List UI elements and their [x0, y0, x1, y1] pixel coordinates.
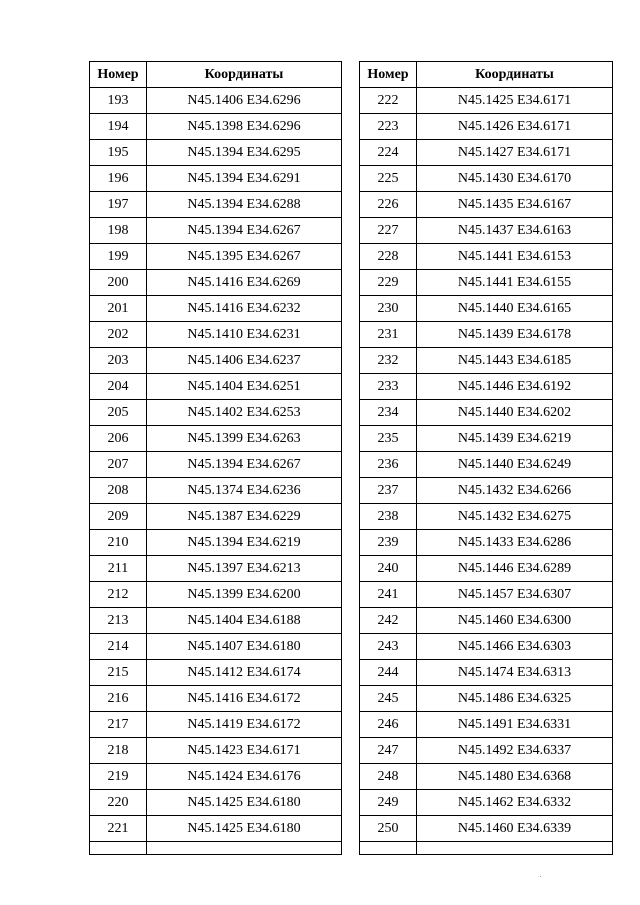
point-coordinates: N45.1491 E34.6331	[417, 712, 613, 738]
table-row	[90, 426, 342, 452]
point-coordinates: N45.1446 E34.6289	[417, 556, 613, 582]
point-coordinates: N45.1440 E34.6165	[417, 296, 613, 322]
header-coordinates: Координаты	[147, 62, 342, 88]
point-coordinates: N45.1426 E34.6171	[417, 114, 613, 140]
point-number: 221	[90, 816, 147, 842]
point-number: 250	[360, 816, 417, 842]
table-row	[90, 192, 342, 218]
point-coordinates: N45.1406 E34.6296	[147, 88, 342, 114]
point-number: 246	[360, 712, 417, 738]
point-coordinates: N45.1394 E34.6267	[147, 218, 342, 244]
table-row	[90, 556, 342, 582]
point-coordinates: N45.1446 E34.6192	[417, 374, 613, 400]
point-number: 214	[90, 634, 147, 660]
table-row	[360, 764, 613, 790]
point-number: 220	[90, 790, 147, 816]
point-coordinates: N45.1399 E34.6263	[147, 426, 342, 452]
point-coordinates: N45.1397 E34.6213	[147, 556, 342, 582]
point-number: 247	[360, 738, 417, 764]
point-coordinates: N45.1432 E34.6275	[417, 504, 613, 530]
coordinates-table-left	[89, 61, 342, 855]
point-coordinates: N45.1440 E34.6202	[417, 400, 613, 426]
table-row	[360, 504, 613, 530]
point-number: 205	[90, 400, 147, 426]
point-coordinates: N45.1416 E34.6269	[147, 270, 342, 296]
table-row	[90, 140, 342, 166]
table-row	[90, 374, 342, 400]
table-row	[90, 322, 342, 348]
point-number: 211	[90, 556, 147, 582]
point-number: 212	[90, 582, 147, 608]
point-number: 218	[90, 738, 147, 764]
point-coordinates: N45.1402 E34.6253	[147, 400, 342, 426]
point-coordinates: N45.1462 E34.6332	[417, 790, 613, 816]
point-number: 198	[90, 218, 147, 244]
table-row	[360, 426, 613, 452]
point-number: 193	[90, 88, 147, 114]
point-number: 243	[360, 634, 417, 660]
table-row	[360, 712, 613, 738]
empty-cell	[90, 842, 147, 855]
table-row	[360, 322, 613, 348]
table-row	[90, 166, 342, 192]
point-coordinates: N45.1416 E34.6172	[147, 686, 342, 712]
table-row	[90, 348, 342, 374]
table-row	[90, 816, 342, 842]
point-number: 239	[360, 530, 417, 556]
table-row	[360, 790, 613, 816]
point-number: 215	[90, 660, 147, 686]
point-number: 237	[360, 478, 417, 504]
table-row	[90, 478, 342, 504]
table-row	[360, 660, 613, 686]
point-number: 197	[90, 192, 147, 218]
table-row	[90, 296, 342, 322]
point-number: 202	[90, 322, 147, 348]
empty-cell	[417, 842, 613, 855]
table-row	[90, 244, 342, 270]
point-number: 228	[360, 244, 417, 270]
table-row	[360, 114, 613, 140]
table-row	[90, 582, 342, 608]
point-coordinates: N45.1406 E34.6237	[147, 348, 342, 374]
point-coordinates: N45.1457 E34.6307	[417, 582, 613, 608]
empty-cell	[147, 842, 342, 855]
table-row	[90, 634, 342, 660]
table-row	[360, 478, 613, 504]
point-number: 207	[90, 452, 147, 478]
point-coordinates: N45.1394 E34.6267	[147, 452, 342, 478]
point-coordinates: N45.1443 E34.6185	[417, 348, 613, 374]
table-row	[360, 140, 613, 166]
point-number: 203	[90, 348, 147, 374]
point-coordinates: N45.1394 E34.6219	[147, 530, 342, 556]
point-number: 249	[360, 790, 417, 816]
point-coordinates: N45.1474 E34.6313	[417, 660, 613, 686]
point-number: 226	[360, 192, 417, 218]
table-row	[90, 88, 342, 114]
point-number: 244	[360, 660, 417, 686]
point-coordinates: N45.1399 E34.6200	[147, 582, 342, 608]
table-row	[360, 738, 613, 764]
header-number: Номер	[90, 62, 147, 88]
table-row	[360, 218, 613, 244]
table-row	[90, 686, 342, 712]
point-coordinates: N45.1404 E34.6188	[147, 608, 342, 634]
empty-cell	[360, 842, 417, 855]
page-speck	[540, 876, 541, 877]
point-number: 223	[360, 114, 417, 140]
point-number: 225	[360, 166, 417, 192]
table-row	[90, 400, 342, 426]
table-row	[90, 504, 342, 530]
point-coordinates: N45.1439 E34.6219	[417, 426, 613, 452]
table-row	[360, 556, 613, 582]
point-coordinates: N45.1466 E34.6303	[417, 634, 613, 660]
table-row	[90, 270, 342, 296]
point-coordinates: N45.1427 E34.6171	[417, 140, 613, 166]
point-number: 227	[360, 218, 417, 244]
point-coordinates: N45.1430 E34.6170	[417, 166, 613, 192]
point-coordinates: N45.1425 E34.6180	[147, 790, 342, 816]
table-row	[90, 764, 342, 790]
point-number: 219	[90, 764, 147, 790]
table-row	[360, 270, 613, 296]
table-row	[360, 530, 613, 556]
point-number: 238	[360, 504, 417, 530]
point-coordinates: N45.1395 E34.6267	[147, 244, 342, 270]
point-number: 232	[360, 348, 417, 374]
point-coordinates: N45.1387 E34.6229	[147, 504, 342, 530]
point-number: 242	[360, 608, 417, 634]
table-row	[360, 816, 613, 842]
header-number: Номер	[360, 62, 417, 88]
point-number: 231	[360, 322, 417, 348]
point-coordinates: N45.1374 E34.6236	[147, 478, 342, 504]
point-number: 210	[90, 530, 147, 556]
point-number: 245	[360, 686, 417, 712]
point-number: 236	[360, 452, 417, 478]
table-row	[360, 634, 613, 660]
point-number: 229	[360, 270, 417, 296]
table-row	[90, 790, 342, 816]
point-number: 213	[90, 608, 147, 634]
point-coordinates: N45.1439 E34.6178	[417, 322, 613, 348]
point-coordinates: N45.1460 E34.6300	[417, 608, 613, 634]
table-row	[360, 452, 613, 478]
point-number: 200	[90, 270, 147, 296]
table-row	[90, 218, 342, 244]
point-coordinates: N45.1492 E34.6337	[417, 738, 613, 764]
point-number: 233	[360, 374, 417, 400]
point-coordinates: N45.1410 E34.6231	[147, 322, 342, 348]
point-number: 194	[90, 114, 147, 140]
point-coordinates: N45.1435 E34.6167	[417, 192, 613, 218]
table-row	[360, 296, 613, 322]
coordinates-table-right	[359, 61, 613, 855]
point-number: 196	[90, 166, 147, 192]
table-row	[90, 114, 342, 140]
point-number: 217	[90, 712, 147, 738]
point-number: 248	[360, 764, 417, 790]
table-header-row	[360, 62, 613, 88]
point-number: 230	[360, 296, 417, 322]
point-coordinates: N45.1437 E34.6163	[417, 218, 613, 244]
point-coordinates: N45.1425 E34.6180	[147, 816, 342, 842]
point-coordinates: N45.1424 E34.6176	[147, 764, 342, 790]
point-coordinates: N45.1419 E34.6172	[147, 712, 342, 738]
header-coordinates: Координаты	[417, 62, 613, 88]
table-row	[90, 452, 342, 478]
point-coordinates: N45.1394 E34.6288	[147, 192, 342, 218]
point-number: 208	[90, 478, 147, 504]
point-coordinates: N45.1425 E34.6171	[417, 88, 613, 114]
point-number: 235	[360, 426, 417, 452]
point-coordinates: N45.1404 E34.6251	[147, 374, 342, 400]
point-coordinates: N45.1407 E34.6180	[147, 634, 342, 660]
point-coordinates: N45.1441 E34.6153	[417, 244, 613, 270]
table-row	[360, 244, 613, 270]
point-number: 234	[360, 400, 417, 426]
point-number: 209	[90, 504, 147, 530]
point-coordinates: N45.1432 E34.6266	[417, 478, 613, 504]
point-number: 199	[90, 244, 147, 270]
table-row	[360, 88, 613, 114]
point-coordinates: N45.1440 E34.6249	[417, 452, 613, 478]
table-row	[360, 582, 613, 608]
table-row	[90, 712, 342, 738]
table-row	[90, 608, 342, 634]
point-coordinates: N45.1416 E34.6232	[147, 296, 342, 322]
table-row	[90, 530, 342, 556]
point-number: 224	[360, 140, 417, 166]
point-coordinates: N45.1394 E34.6291	[147, 166, 342, 192]
table-row	[360, 374, 613, 400]
table-row	[360, 166, 613, 192]
point-number: 204	[90, 374, 147, 400]
table-header-row	[90, 62, 342, 88]
table-row	[360, 686, 613, 712]
table-row	[360, 608, 613, 634]
point-coordinates: N45.1441 E34.6155	[417, 270, 613, 296]
table-empty-row	[360, 842, 613, 855]
point-coordinates: N45.1394 E34.6295	[147, 140, 342, 166]
table-row	[360, 400, 613, 426]
table-row	[90, 660, 342, 686]
point-number: 216	[90, 686, 147, 712]
table-row	[360, 192, 613, 218]
table-empty-row	[90, 842, 342, 855]
point-coordinates: N45.1480 E34.6368	[417, 764, 613, 790]
point-number: 241	[360, 582, 417, 608]
point-coordinates: N45.1412 E34.6174	[147, 660, 342, 686]
point-number: 222	[360, 88, 417, 114]
point-coordinates: N45.1398 E34.6296	[147, 114, 342, 140]
point-number: 195	[90, 140, 147, 166]
table-row	[360, 348, 613, 374]
point-coordinates: N45.1460 E34.6339	[417, 816, 613, 842]
point-coordinates: N45.1486 E34.6325	[417, 686, 613, 712]
point-number: 206	[90, 426, 147, 452]
point-coordinates: N45.1423 E34.6171	[147, 738, 342, 764]
table-row	[90, 738, 342, 764]
point-number: 240	[360, 556, 417, 582]
point-number: 201	[90, 296, 147, 322]
point-coordinates: N45.1433 E34.6286	[417, 530, 613, 556]
